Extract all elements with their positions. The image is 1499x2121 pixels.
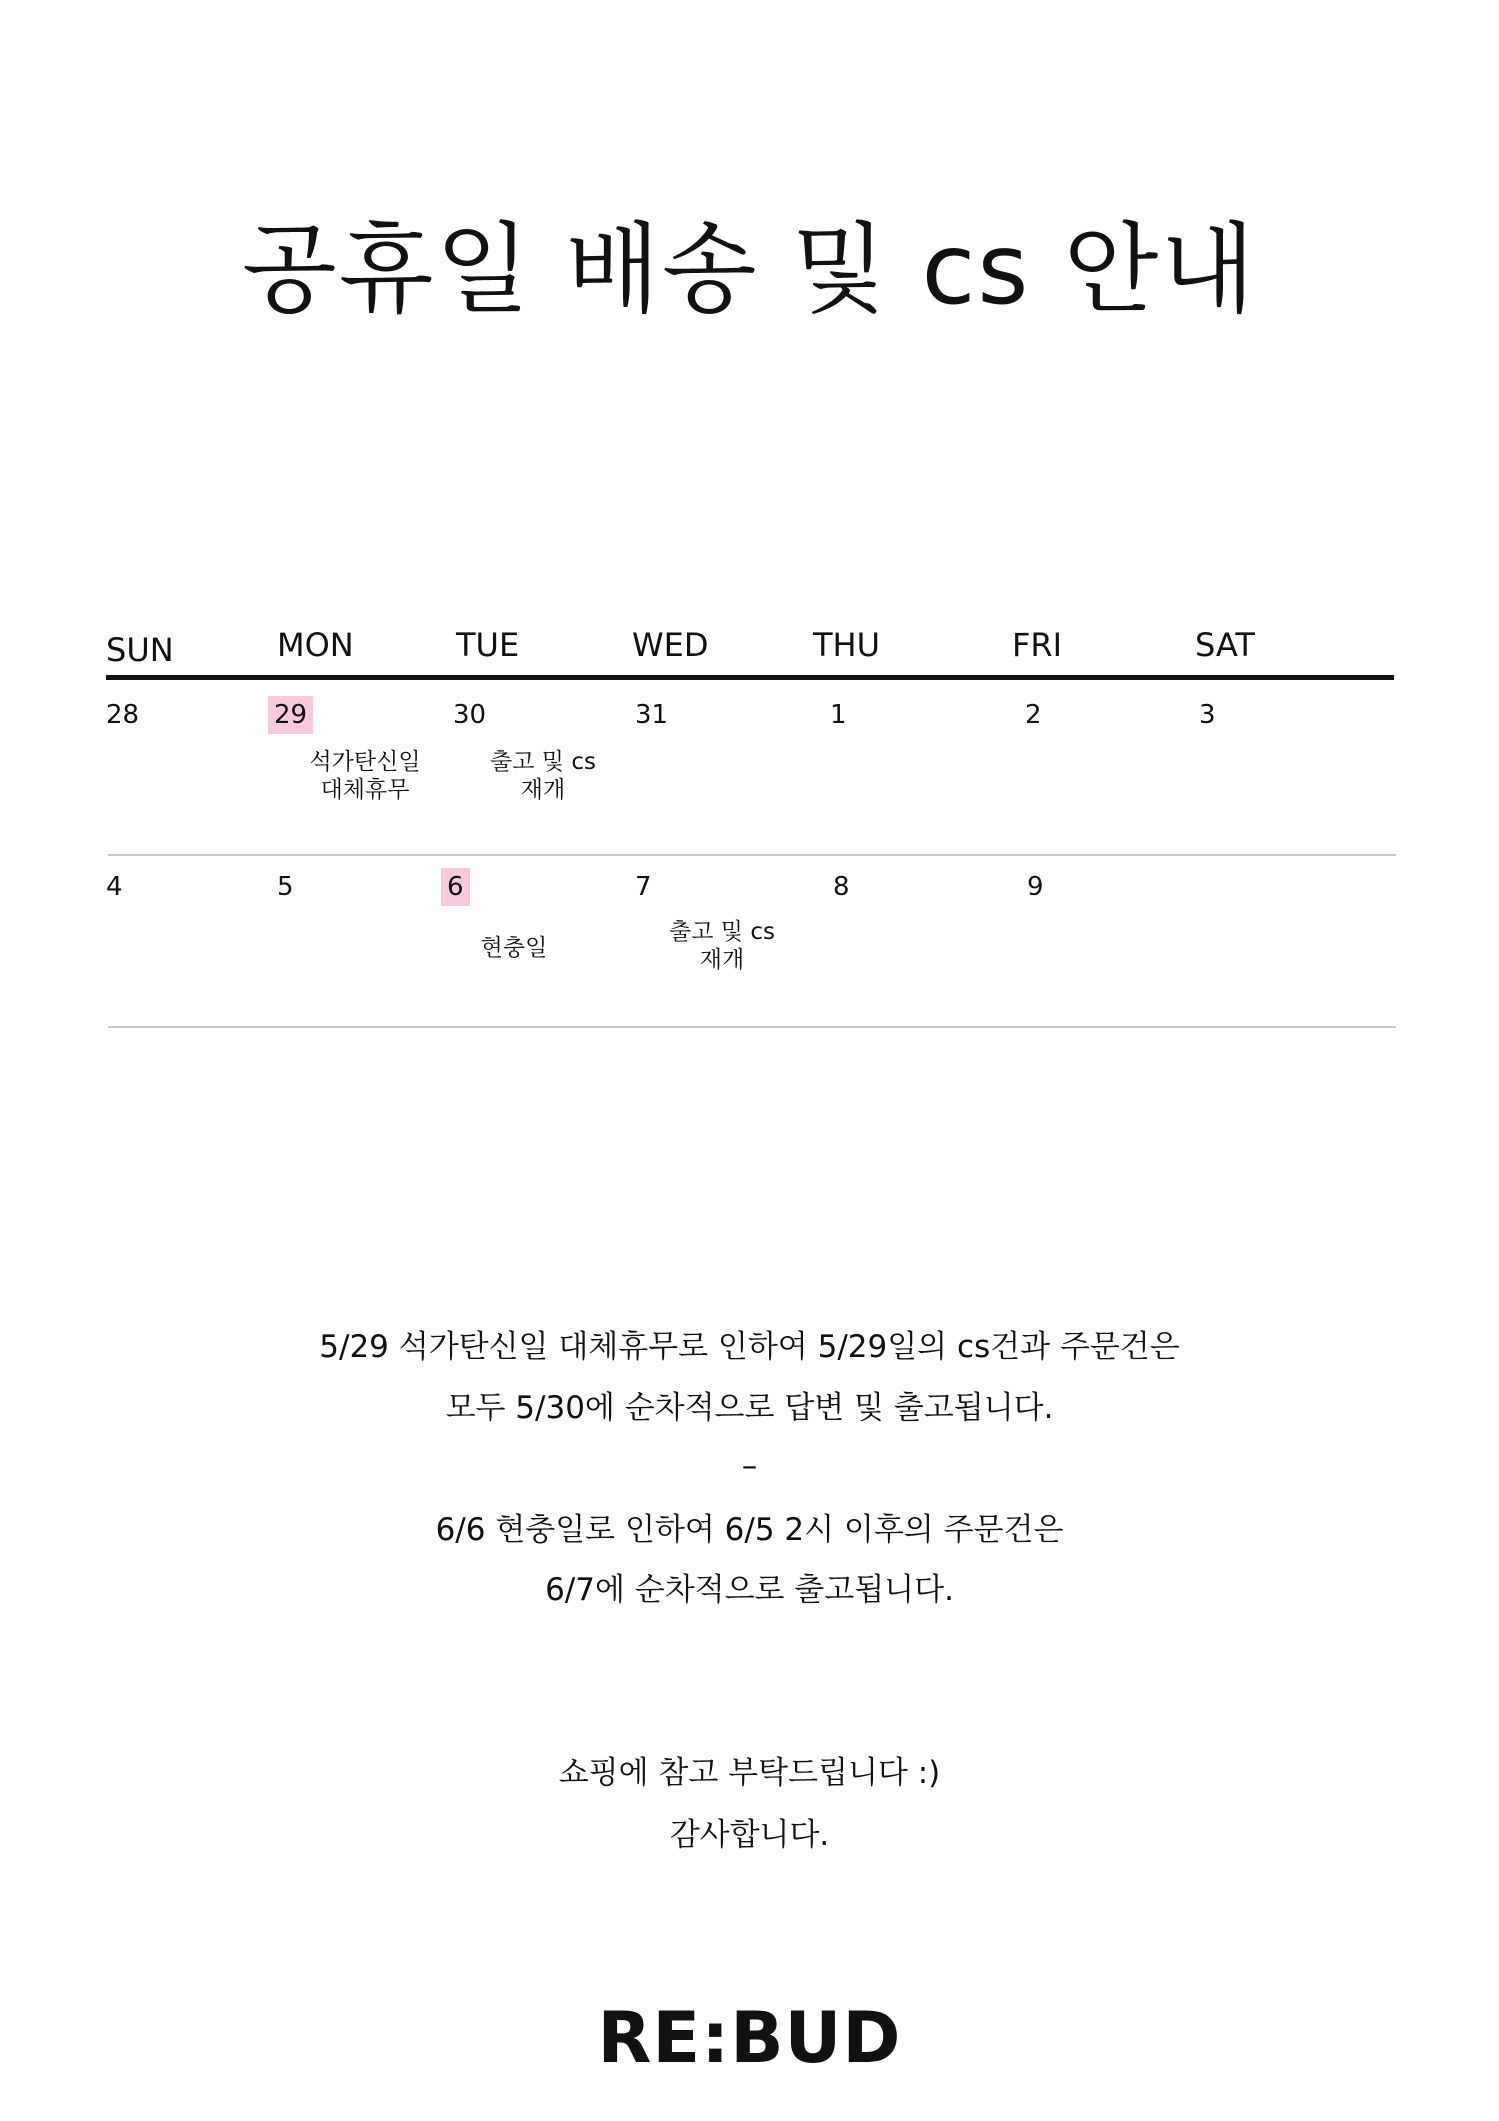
date-cell-highlighted: 29 — [268, 696, 313, 734]
calendar-note — [275, 748, 455, 804]
calendar-note-line: 재개 — [520, 777, 566, 803]
weekday-fri: FRI — [1012, 626, 1063, 664]
weekday-mon: MON — [277, 626, 354, 664]
closing-line: 감사합니다. — [669, 1817, 830, 1853]
notice-line: 모두 5/30에 순차적으로 답변 및 출고됩니다. — [445, 1390, 1054, 1426]
weekday-sun: SUN — [106, 631, 174, 669]
date-cell: 2 — [1025, 700, 1042, 730]
date-cell: 8 — [833, 872, 850, 902]
weekday-tue: TUE — [456, 626, 520, 664]
calendar-note-line: 현충일 — [480, 935, 548, 961]
calendar-note-line: 재개 — [699, 947, 745, 973]
date-cell: 4 — [106, 872, 123, 902]
notice-line: 6/7에 순차적으로 출고됩니다. — [545, 1572, 954, 1608]
date-cell: 7 — [635, 872, 652, 902]
calendar-note — [453, 748, 633, 804]
closing-line: 쇼핑에 참고 부탁드립니다 :) — [558, 1755, 941, 1791]
date-cell: 5 — [277, 872, 294, 902]
calendar-note-line: 석가탄신일 — [309, 749, 421, 775]
date-cell-highlighted: 6 — [441, 868, 470, 906]
notice-line: 6/6 현충일로 인하여 6/5 2시 이후의 주문건은 — [435, 1512, 1064, 1548]
calendar-week-divider — [108, 854, 1396, 856]
date-cell: 31 — [635, 700, 669, 730]
weekday-wed: WED — [632, 626, 709, 664]
page-title: 공휴일 배송 및 cs 안내 — [242, 213, 1257, 327]
calendar-note-line: 대체휴무 — [320, 777, 410, 803]
calendar-note — [632, 918, 812, 974]
date-cell: 1 — [830, 700, 847, 730]
calendar-note — [424, 934, 604, 962]
calendar-bottom-rule — [108, 1026, 1396, 1028]
date-cell: 28 — [106, 700, 140, 730]
calendar-header-rule — [106, 675, 1394, 680]
date-cell: 9 — [1027, 872, 1044, 902]
date-cell: 3 — [1199, 700, 1216, 730]
date-cell: 30 — [453, 700, 487, 730]
weekday-thu: THU — [813, 626, 881, 664]
notice-line: 5/29 석가탄신일 대체휴무로 인하여 5/29일의 cs건과 주문건은 — [319, 1329, 1180, 1365]
calendar-note-line: 출고 및 cs — [490, 749, 596, 775]
notice-separator: – — [741, 1448, 758, 1484]
calendar-note-line: 출고 및 cs — [669, 919, 775, 945]
weekday-sat: SAT — [1195, 626, 1255, 664]
brand-logo: RE:BUD — [597, 1997, 902, 2079]
